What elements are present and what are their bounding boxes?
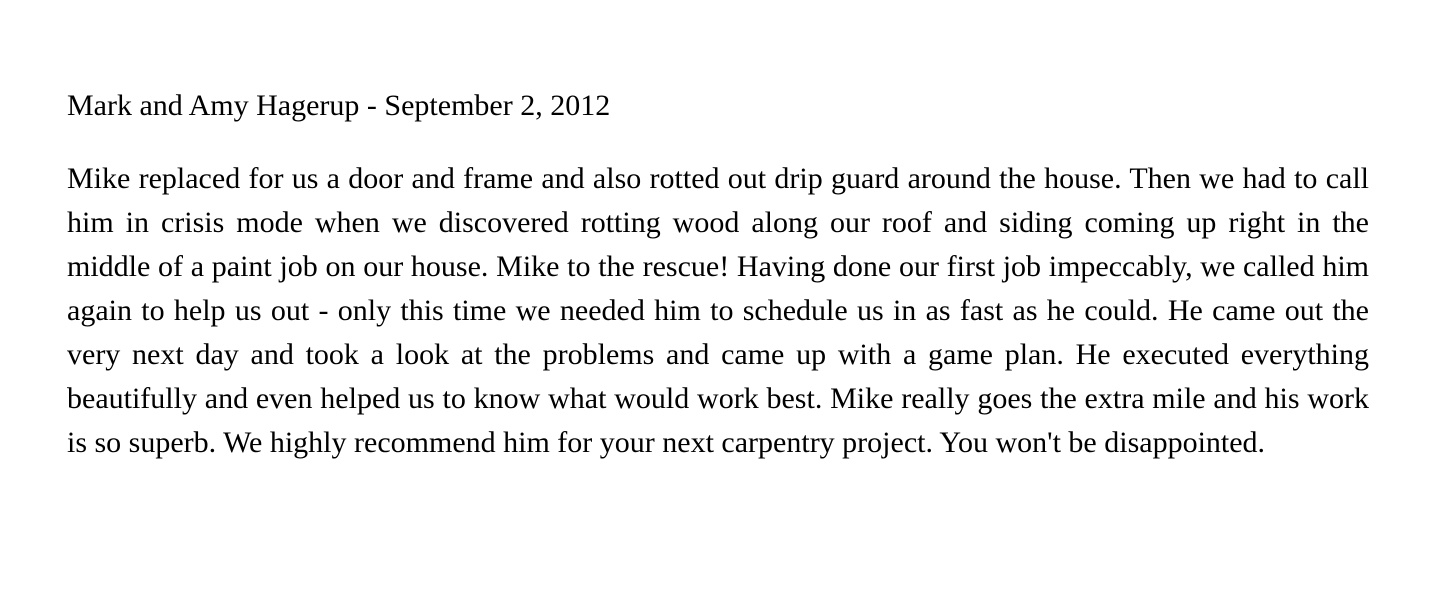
testimonial-paragraph: Mike replaced for us a door and frame and also rotted out drip guard around the house. Then we had to call him in crisis mode when we discovered rotting wood along our roof and siding coming up right in the middle of a paint job on our house. Mike to the rescue! Having done our first job impeccably, we called him again to help us out - only this time we needed him to schedule us in as fast as he could. He came out the very next day and took a look at the problems and came up with a game plan. He executed everything beautifully and even helped us to know what would work best. Mike really goes the extra mile and his work is so superb. We highly recommend him for your next carpentry project. You won't be disappointed. bbox=[67, 162, 1369, 459]
testimonial-heading: Mark and Amy Hagerup - September 2, 2012 bbox=[67, 89, 611, 122]
